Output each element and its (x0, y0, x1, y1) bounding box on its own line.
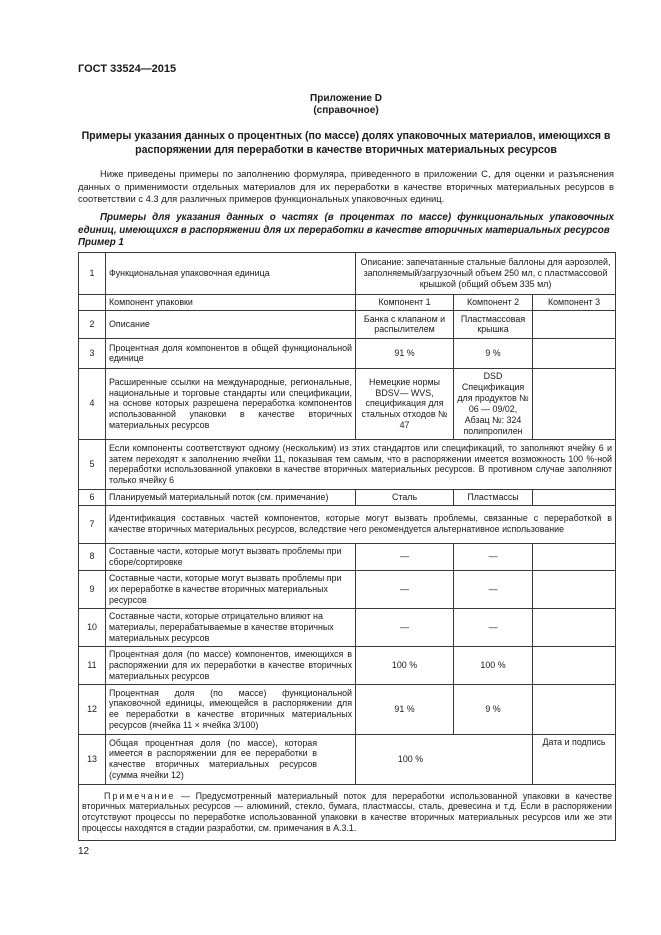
note-label: Примечание (104, 790, 176, 801)
table-row (79, 489, 616, 505)
instruction-text: Если компоненты соответствуют одному (нескольким) из этих стандартов или спецификаций, то заполняют ячейку 6 и затем переходят к заполнению ячейки 11, показывая тем самым, что в распоряжении имеется возможность 100 %-ной переработки использованной упаковки в качестве вторичных материальных ресурсов. В противном случае заполняют только ячейку 6 (106, 439, 616, 489)
row-number: 4 (79, 368, 106, 439)
table-row (79, 684, 616, 734)
cell-c1: — (356, 543, 454, 570)
empty-cell (79, 295, 106, 311)
row-label: Составные части, которые могут вызвать проблемы при сборе/сортировке (106, 543, 356, 570)
table-row (79, 295, 616, 311)
cell-c3 (533, 489, 616, 505)
instruction-text: Идентификация составных частей компонентов, которые могут вызвать проблемы, связанные с переработкой в качестве вторичных материальных ресурсов, вследствие чего рекомендуется альтернативное использование (106, 505, 616, 543)
table-row (79, 338, 616, 368)
date-and-signature: Дата и подпись (533, 734, 616, 784)
cell-c3 (533, 646, 616, 684)
cell-c1: 91 % (356, 338, 454, 368)
cell-c2: 9 % (454, 684, 533, 734)
cell-c3 (533, 608, 616, 646)
row-label: Составные части, которые могут вызвать проблемы при их переработке в качестве вторичных материальных ресурсов (106, 570, 356, 608)
table-row (79, 310, 616, 338)
row-label: Процентная доля (по массе) компонентов, имеющихся в распоряжении для их переработки в качестве вторичных материальных ресурсов (106, 646, 356, 684)
components-label: Компонент упаковки (106, 295, 356, 311)
row-number: 2 (79, 310, 106, 338)
annex-subtitle: (справочное) (313, 105, 379, 116)
cell-c1: Немецкие нормы BDSV— WVS, спецификация для стальных отходов № 47 (356, 368, 454, 439)
row-number: 11 (79, 646, 106, 684)
row-number: 9 (79, 570, 106, 608)
document-code: ГОСТ 33524—2015 (78, 63, 177, 75)
table-row (79, 734, 616, 784)
cell-c1: 100 % (356, 646, 454, 684)
row-number: 6 (79, 489, 106, 505)
cell-c3 (533, 570, 616, 608)
cell-c1: Сталь (356, 489, 454, 505)
cell-c2: Пластмассовая крышка (454, 310, 533, 338)
cell-c3 (533, 543, 616, 570)
row-label: Процентная доля компонентов в общей функциональной единице (106, 338, 356, 368)
row-label: Общая процентная доля (по массе), которая имеется в распоряжении для ее переработки в качестве вторичных материальных ресурсов (сумма ячейки 12) (106, 734, 356, 784)
row-label: Процентная доля (по массе) функциональной упаковочной единицы, имеющейся в распоряжении для ее переработки в качестве вторичных материальных ресурсов (ячейка 11 × ячейка 3/100) (106, 684, 356, 734)
table-row (79, 570, 616, 608)
row-label: Расширенные ссылки на международные, региональные, национальные и торговые стандарты или спецификации, на основе которых разрешена переработка компонентов использованной упаковки в качестве вторичных материальных ресурсов (106, 368, 356, 439)
component-1-header: Компонент 1 (356, 295, 454, 311)
table-note (79, 784, 616, 840)
cell-c2: Пластмассы (454, 489, 533, 505)
table-row (79, 505, 616, 543)
cell-c2: — (454, 543, 533, 570)
total-value: 100 % (356, 734, 533, 784)
row-number: 13 (79, 734, 106, 784)
page-number: 12 (78, 846, 90, 857)
assessment-table (78, 252, 616, 841)
cell-c1: — (356, 608, 454, 646)
intro-paragraph: Ниже приведены примеры по заполнению формуляра, приведенного в приложении С, для оценки и разъяснения данных о применимости отдельных материалов для их переработки в качестве вторичных материальных ресурсов в соответствии с 4.3 для различных примеров функциональных упаковочных единиц. (78, 168, 614, 204)
row-label: Описание (106, 310, 356, 338)
cell-c2: — (454, 608, 533, 646)
cell-c2: 9 % (454, 338, 533, 368)
row-number: 3 (79, 338, 106, 368)
table-row (79, 784, 616, 840)
section-title: Примеры указания данных о процентных (по массе) долях упаковочных материалов, имеющихся в распоряжении для переработки в качестве вторичных материальных ресурсов (81, 130, 611, 157)
cell-c3 (533, 310, 616, 338)
functional-unit-description: Описание: запечатанные стальные баллоны для аэрозолей, заполняемый/загрузочный объем 250 мл, с пластмассовой крышкой (общий объем 335 мл) (356, 253, 616, 295)
table-row (79, 543, 616, 570)
row-number: 8 (79, 543, 106, 570)
table-row (79, 608, 616, 646)
cell-c3 (533, 684, 616, 734)
examples-heading: Примеры для указания данных о частях (в процентах по массе) функциональных упаковочных единиц, имеющихся в распоряжении для их переработки в качестве вторичных материальных ресурсов (78, 212, 614, 236)
example-label: Пример 1 (78, 237, 124, 248)
row-number: 10 (79, 608, 106, 646)
cell-c3 (533, 368, 616, 439)
note-text: — Предусмотренный материальный поток для переработки использованной упаковки в качестве вторичных материальных ресурсов — алюминий, стекло, бумага, пластмассы, сталь, древесина и т.д. Если в распоряжении отсутствуют процессы по переработке использованной упаковки в качестве вторичных материальных ресурсов или же эти процессы находятся в стадии разработки, см. примечания в А.3.1. (82, 790, 613, 834)
table-row (79, 439, 616, 489)
row-label: Планируемый материальный поток (см. примечание) (106, 489, 356, 505)
row-number: 5 (79, 439, 106, 489)
component-2-header: Компонент 2 (454, 295, 533, 311)
cell-c2: DSD Спецификация для продуктов № 06 — 09/02, Абзац №: 324 полипропилен (454, 368, 533, 439)
row-number: 1 (79, 253, 106, 295)
row-label: Функциональная упаковочная единица (106, 253, 356, 295)
table-row (79, 368, 616, 439)
table-row (79, 646, 616, 684)
cell-c1: Банка с клапаном и распылителем (356, 310, 454, 338)
annex-title: Приложение D (310, 93, 382, 104)
table-row (79, 253, 616, 295)
cell-c1: — (356, 570, 454, 608)
cell-c3 (533, 338, 616, 368)
cell-c2: 100 % (454, 646, 533, 684)
cell-c1: 91 % (356, 684, 454, 734)
row-number: 12 (79, 684, 106, 734)
component-3-header: Компонент 3 (533, 295, 616, 311)
row-number: 7 (79, 505, 106, 543)
row-label: Составные части, которые отрицательно влияют на материалы, перерабатываемые в качестве вторичных материальных ресурсов (106, 608, 356, 646)
cell-c2: — (454, 570, 533, 608)
